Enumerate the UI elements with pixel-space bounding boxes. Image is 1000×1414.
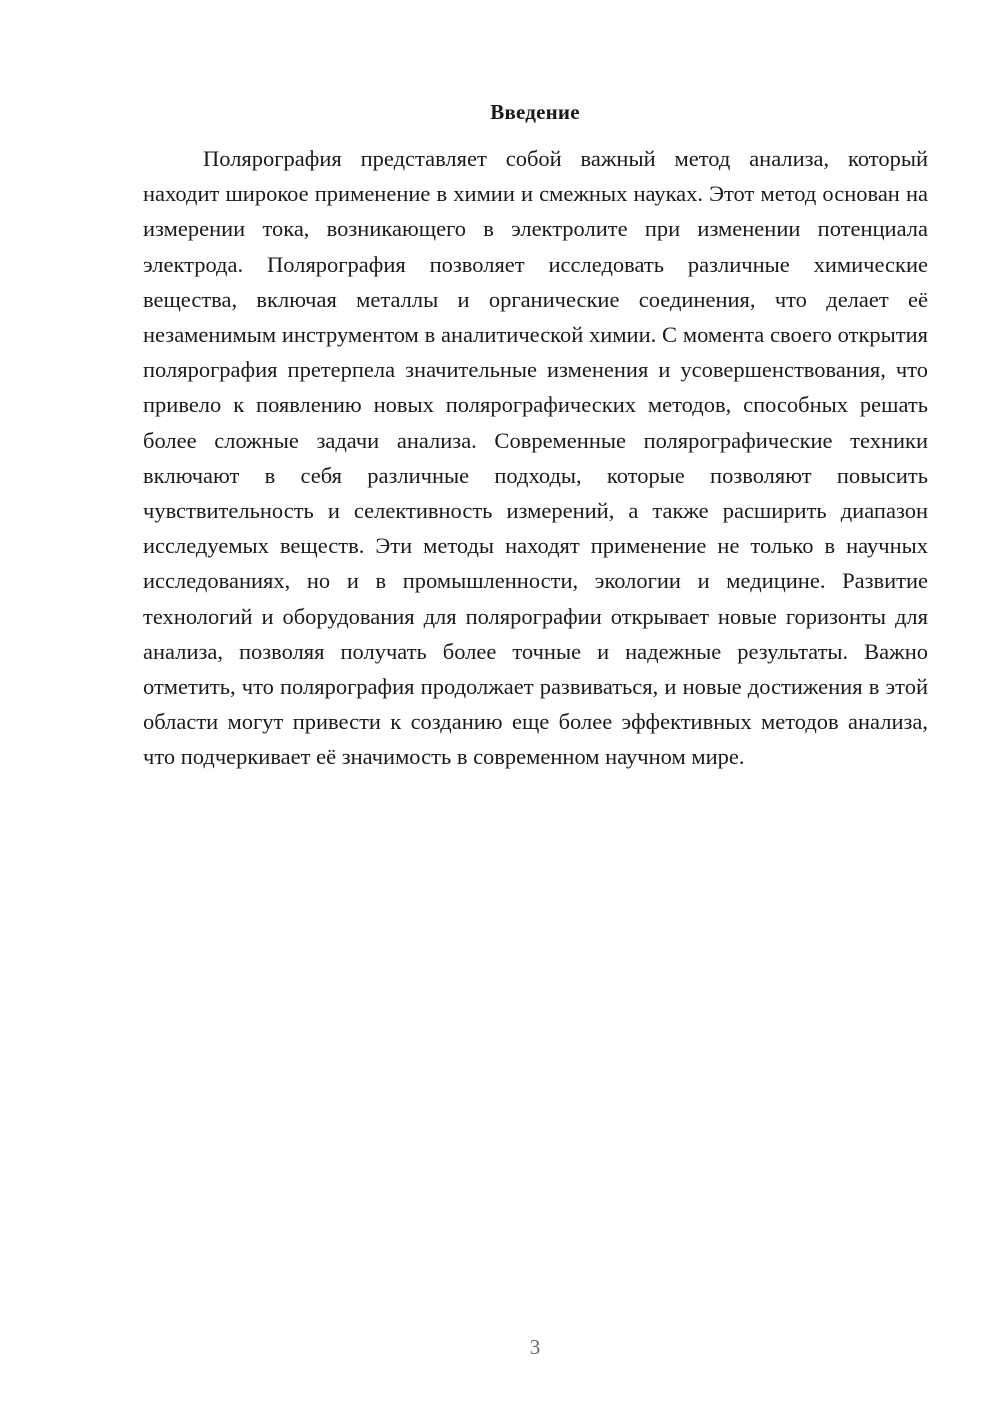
page-number: 3	[529, 1335, 541, 1359]
body-paragraph: Полярография представляет собой важный метод анализа, который находит широкое применение в химии и смежных науках. Этот метод основан на измерении тока, возникающего в электролите при изменении потенциала электрода. Полярография позволяет исследовать различные химические вещества, включая металлы и органические соединения, что делает её незаменимым инструментом в аналитической химии. С момента своего открытия полярография претерпела значительные изменения и усовершенствования, что привело к появлению новых полярографических методов, способных решать более сложные задачи анализа. Современные полярографические техники включают в себя различные подходы, которые позволяют повысить чувствительность и селективность измерений, а также расширить диапазон исследуемых веществ. Эти методы находят применение не только в научных исследованиях, но и в промышленности, экологии и медицине. Развитие технологий и оборудования для полярографии открывает новые горизонты для анализа, позволяя получать более точные и надежные результаты. Важно отметить, что полярография продолжает развиваться, и новые достижения в этой области могут привести к созданию еще более эффективных методов анализа, что подчеркивает её значимость в современном научном мире.	[143, 146, 928, 770]
section-heading: Введение	[490, 100, 580, 124]
